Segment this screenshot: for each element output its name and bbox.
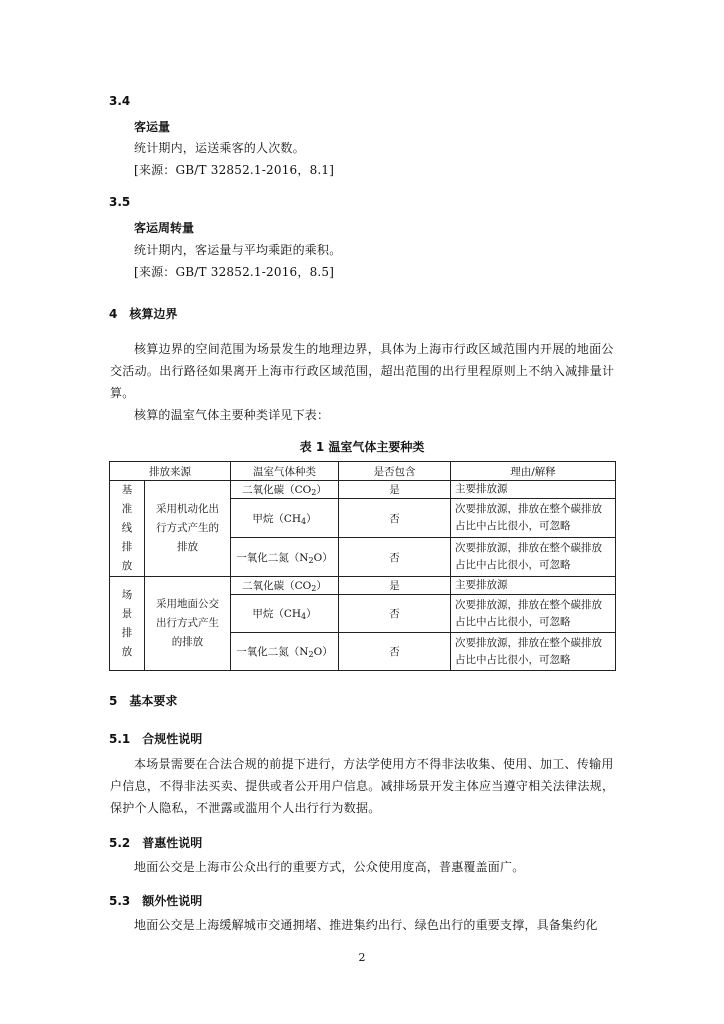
term-passenger-turnover: 客运周转量	[134, 221, 195, 235]
group-desc-scenario: 采用地面公交 出行方式产生 的排放	[145, 577, 231, 671]
reason-cell: 主要排放源	[451, 577, 616, 595]
header-gas-type: 温室气体种类	[231, 462, 339, 481]
reason-cell: 次要排放源，排放在整个碳排放占比中占比很小，可忽略	[451, 499, 616, 538]
reason-cell: 次要排放源，排放在整个碳排放占比中占比很小，可忽略	[451, 538, 616, 577]
heading-compliance: 5.1 合规性说明	[109, 732, 203, 746]
heading-basic-requirements: 5 基本要求	[109, 694, 178, 708]
gas-cell: 一氧化二氮$(N_2O)$	[231, 538, 339, 577]
page-number: 2	[358, 951, 366, 964]
group-label-scenario: 场 景 排 放	[110, 577, 145, 671]
gas-cell: 甲烷$(CH_4)$	[231, 595, 339, 633]
source-passenger-volume: [来源：GB/T 32852.1-2016，8.1]	[134, 163, 335, 177]
heading-accounting-boundary: 4 核算边界	[109, 307, 178, 321]
term-passenger-volume: 客运量	[134, 120, 171, 134]
group-desc-baseline: 采用机动化出 行方式产生的 排放	[145, 481, 231, 577]
definition-passenger-turnover: 统计期内，客运量与平均乘距的乘积。	[134, 243, 342, 257]
included-cell: 否	[339, 633, 451, 671]
included-cell: 否	[339, 538, 451, 577]
reason-cell: 次要排放源，排放在整个碳排放占比中占比很小，可忽略	[451, 595, 616, 633]
reason-cell: 主要排放源	[451, 481, 616, 499]
greenhouse-gas-table	[109, 461, 616, 671]
paragraph-compliance: 本场景需要在合法合规的前提下进行，方法学使用方不得非法收集、使用、加工、传输用户信息，不得非法买卖、提供或者公开用户信息。减排场景开发主体应当遵守相关法律法规，保护个人隐私，不泄露或滥用个人出行行为数据。	[110, 757, 615, 815]
gas-cell: 二氧化碳$(CO_2)$	[231, 577, 339, 595]
gas-cell: 一氧化二氮$(N_2O)$	[231, 633, 339, 671]
heading-inclusiveness: 5.2 普惠性说明	[109, 836, 203, 850]
included-cell: 否	[339, 595, 451, 633]
paragraph-gas-types-intro: 核算的温室气体主要种类详见下表：	[134, 408, 330, 422]
table-row	[110, 577, 616, 595]
section-number-3-5: 3.5	[109, 195, 131, 209]
included-cell: 是	[339, 577, 451, 595]
reason-cell: 次要排放源，排放在整个碳排放占比中占比很小，可忽略	[451, 633, 616, 671]
header-reason: 理由/解释	[451, 462, 616, 481]
source-passenger-turnover: [来源：GB/T 32852.1-2016，8.5]	[134, 265, 335, 279]
header-included: 是否包含	[339, 462, 451, 481]
paragraph-inclusiveness: 地面公交是上海市公众出行的重要方式，公众使用度高，普惠覆盖面广。	[134, 860, 525, 874]
paragraph-boundary-scope: 核算边界的空间范围为场景发生的地理边界，具体为上海市行政区域范围内开展的地面公交活动。出行路径如果离开上海市行政区域范围，超出范围的出行里程原则上不纳入减排量计算。	[110, 342, 615, 400]
included-cell: 是	[339, 481, 451, 499]
paragraph-additionality: 地面公交是上海缓解城市交通拥堵、推进集约出行、绿色出行的重要支撑，具备集约化	[134, 918, 598, 932]
gas-cell: 甲烷$(CH_4)$	[231, 499, 339, 538]
header-emission-source: 排放来源	[110, 462, 231, 481]
gas-cell: 二氧化碳$(CO_2)$	[231, 481, 339, 499]
included-cell: 否	[339, 499, 451, 538]
table-header-row	[110, 462, 616, 481]
table-row	[110, 481, 616, 499]
section-number-3-4: 3.4	[109, 94, 131, 108]
heading-additionality: 5.3 额外性说明	[109, 894, 203, 908]
table-caption: 表 1 温室气体主要种类	[299, 440, 425, 454]
definition-passenger-volume: 统计期内，运送乘客的人次数。	[134, 141, 305, 155]
group-label-baseline: 基 准 线 排 放	[110, 481, 145, 577]
